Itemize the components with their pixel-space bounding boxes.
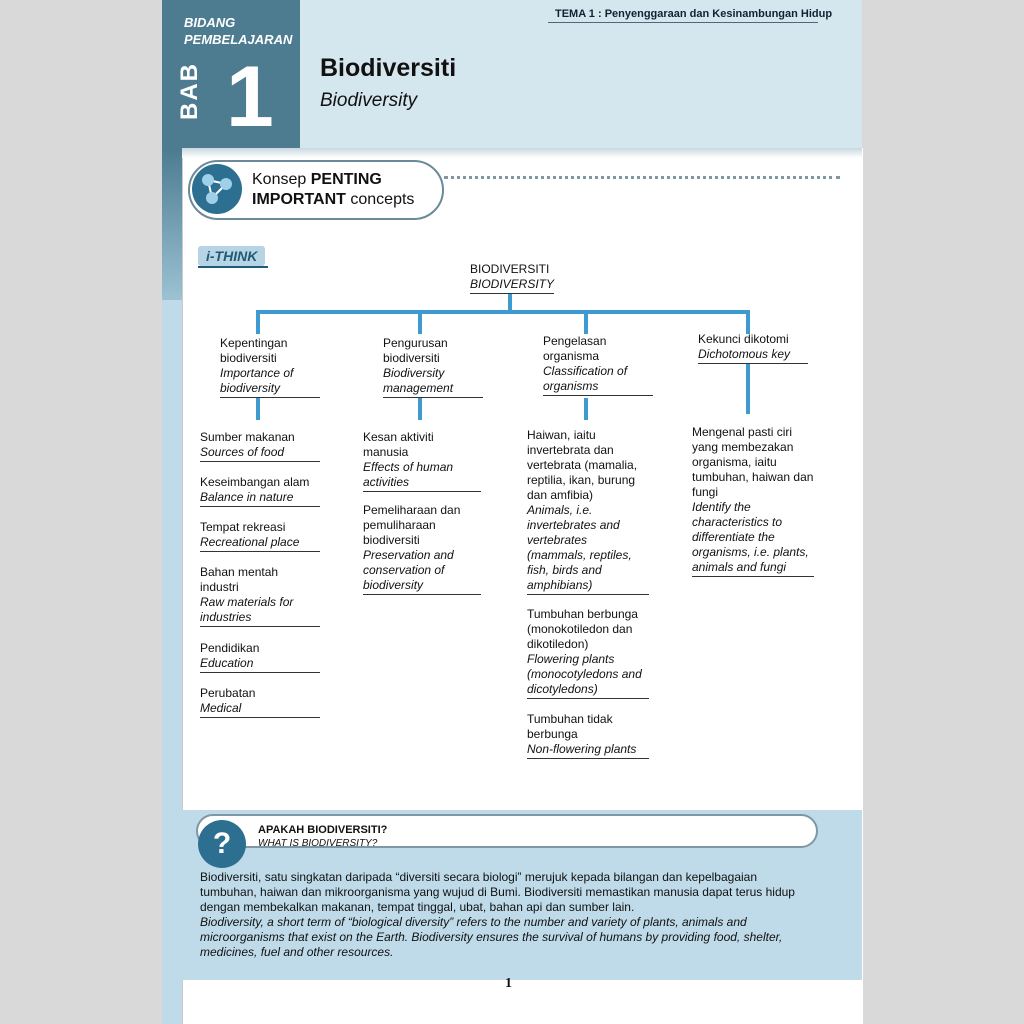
list-item [692, 425, 814, 577]
concepts-prefix: Konsep [252, 171, 307, 188]
branch-heading-dichotomous [698, 332, 808, 364]
branch-stem-4 [746, 310, 750, 334]
branch-heading-en: Biodiversity management [383, 366, 483, 398]
question-mark-icon: ? [198, 820, 246, 868]
branch-stem-1 [256, 310, 260, 334]
branch-heading-classification [543, 334, 653, 396]
concepts-bold-ms: PENTING [310, 171, 382, 188]
chapter-subtitle: Biodiversity [320, 90, 418, 111]
concepts-bold-en: IMPORTANT [252, 191, 346, 208]
page-number: 1 [505, 976, 512, 991]
definition-en: Biodiversity, a short term of “biological diversity” refers to the number and variety of plants, animals and microorganisms that exist on the Earth. Biodiversity ensures the survival of humans by providing food, shelter, medicines, fuel and other resources. [200, 915, 783, 959]
dotted-divider [444, 176, 840, 179]
learning-area-line1: BIDANG [184, 15, 236, 30]
branch-heading-en: Importance of biodiversity [220, 366, 320, 398]
learning-area-label [184, 14, 292, 48]
branch-heading-en: Dichotomous key [698, 347, 808, 364]
learning-area-line2: PEMBELAJARAN [184, 32, 293, 47]
list-item [363, 430, 481, 492]
tree-root-ms: BIODIVERSITI [470, 262, 550, 276]
molecule-icon [192, 164, 242, 214]
item-ms: Bahan mentah industri [200, 565, 279, 594]
list-item [200, 475, 320, 507]
item-ms: Keseimbangan alam [200, 475, 310, 489]
item-en: Preservation and conservation of biodiversity [363, 548, 481, 595]
list-item [200, 686, 320, 718]
branch-heading-ms: Kekunci dikotomi [698, 332, 789, 346]
sheet-fold-shadow [182, 148, 862, 158]
branch-heading-management [383, 336, 483, 398]
list-item [527, 607, 649, 699]
branch-heading-ms: Pengelasan organisma [543, 334, 607, 363]
branch-heading-ms: Kepentingan biodiversiti [220, 336, 288, 365]
list-item [200, 565, 320, 627]
branch-heading-ms: Pengurusan biodiversiti [383, 336, 448, 365]
item-ms: Tumbuhan berbunga (monokotiledon dan dikotiledon) [527, 607, 638, 651]
tree-root [470, 262, 554, 294]
item-en: Balance in nature [200, 490, 320, 507]
chapter-label: BAB [176, 62, 203, 120]
branch-stem-2 [418, 310, 422, 334]
branch-heading-importance [220, 336, 320, 398]
branch-stem-3 [584, 310, 588, 334]
concepts-suffix: concepts [350, 191, 415, 208]
branch-substem-2 [418, 398, 422, 420]
list-item [527, 428, 649, 595]
list-item [200, 520, 320, 552]
item-en: Sources of food [200, 445, 320, 462]
chapter-number: 1 [226, 49, 274, 145]
item-en: Raw materials for industries [200, 595, 320, 627]
branch-substem-1 [256, 398, 260, 420]
list-item [200, 641, 320, 673]
branch-substem-3 [584, 398, 588, 420]
branch-heading-en: Classification of organisms [543, 364, 653, 396]
question-subtitle: WHAT IS BIODIVERSITY? [258, 838, 378, 849]
item-ms: Haiwan, iaitu invertebrata dan vertebrata (mamalia, reptilia, ikan, burung dan amfibia) [527, 428, 638, 502]
theme-underline [548, 22, 818, 23]
item-en: Effects of human activities [363, 460, 481, 492]
item-ms: Sumber makanan [200, 430, 295, 444]
item-en: Animals, i.e. invertebrates and vertebrates (mammals, reptiles, fish, birds and amphibians) [527, 503, 649, 595]
item-ms: Tumbuhan tidak berbunga [527, 712, 613, 741]
list-item [527, 712, 649, 759]
important-concepts-title [252, 170, 414, 210]
item-en: Identify the characteristics to differentiate the organisms, i.e. plants, animals and fungi [692, 500, 814, 577]
tree-horizontal-connector [256, 310, 750, 314]
theme-header: TEMA 1 : Penyenggaraan dan Kesinambungan Hidup [555, 8, 833, 20]
item-ms: Kesan aktiviti manusia [363, 430, 434, 459]
question-title: APAKAH BIODIVERSITI? [258, 824, 388, 836]
item-en: Recreational place [200, 535, 320, 552]
item-en: Flowering plants (monocotyledons and dicotyledons) [527, 652, 649, 699]
item-ms: Pendidikan [200, 641, 260, 655]
definition-ms: Biodiversiti, satu singkatan daripada “diversiti secara biologi” merujuk kepada bilangan dan kepelbagaian tumbuhan, haiwan dan mikroorganisma yang wujud di Bumi. Biodiversiti memastikan manusia dapat terus hidup dengan membekalkan makanan, tempat tinggal, ubat, bahan api dan sumber lain. [200, 870, 795, 914]
list-item [200, 430, 320, 462]
item-en: Education [200, 656, 320, 673]
item-ms: Tempat rekreasi [200, 520, 286, 534]
item-ms: Mengenal pasti ciri yang membezakan organisma, iaitu tumbuhan, haiwan dan fungi [692, 425, 814, 499]
item-en: Medical [200, 701, 320, 718]
definition-paragraph [200, 870, 800, 960]
chapter-title: Biodiversiti [320, 54, 457, 82]
list-item [363, 503, 481, 595]
item-ms: Pemeliharaan dan pemuliharaan biodiversiti [363, 503, 461, 547]
item-en: Non-flowering plants [527, 742, 649, 759]
ithink-underline [198, 266, 268, 268]
tree-root-en: BIODIVERSITY [470, 277, 554, 294]
ithink-label: i-THINK [198, 246, 265, 266]
item-ms: Perubatan [200, 686, 256, 700]
branch-substem-4 [746, 364, 750, 414]
